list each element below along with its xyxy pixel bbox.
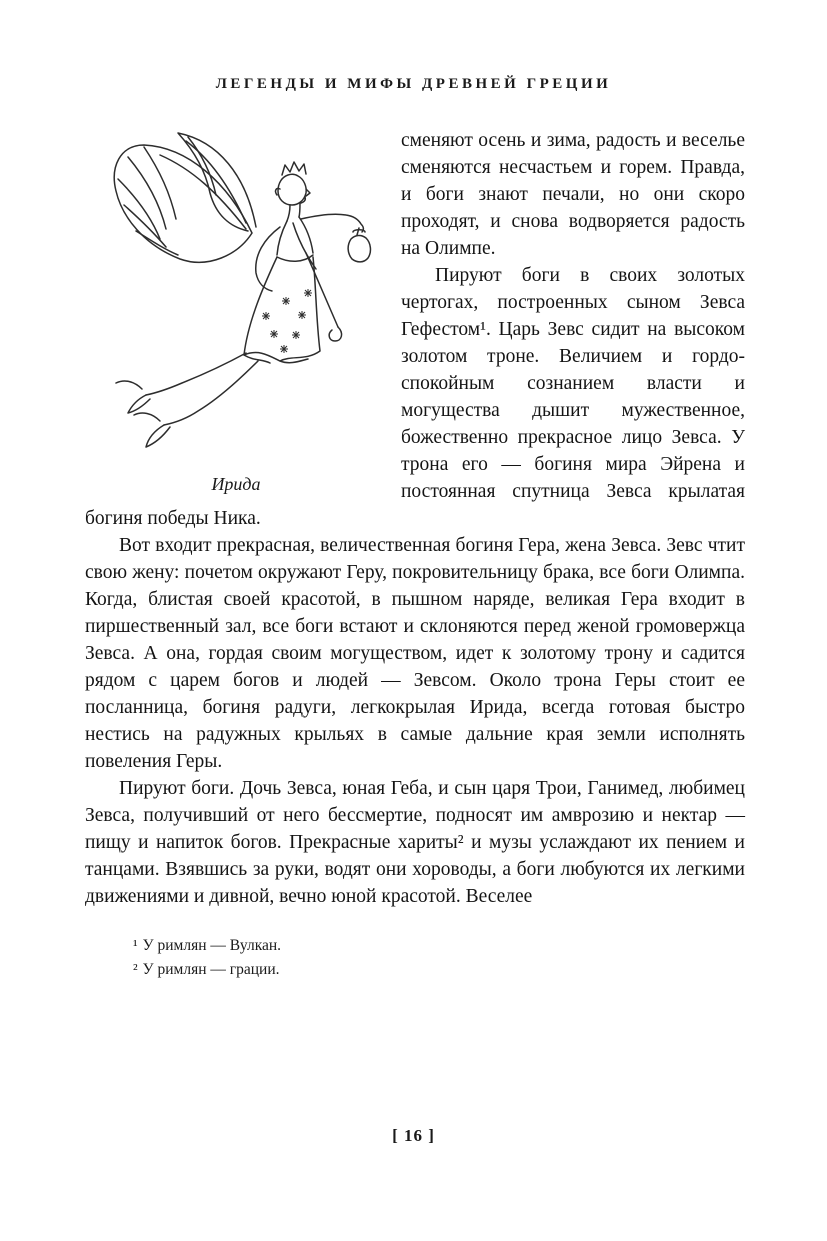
footnote-marker: ¹ — [133, 937, 138, 954]
footnote-1 — [85, 934, 745, 958]
page-number: [ 16 ] — [392, 1126, 435, 1145]
paragraph-3: Вот входит прекрасная, величественная богиня Гера, жена Зевса. Зевс чтит свою жену: почетом окружают Геру, покровительницу брака, все боги Олимпа. Когда, блистая своей красотой, в пышном наряде, великая Гера входит в пиршественный зал, все боги встают и склоняются перед женой громовержца Зевса. А она, гордая своим могуществом, идет к золотому трону и садится рядом с царем богов и людей — Зевсом. Около трона Геры стоит ее посланница, богиня радуги, легкокрылая Ирида, всегда готовая быстро нестись на радужных крыльях в самые дальние края земли исполнять повеления Геры. — [85, 535, 745, 772]
text-block — [85, 127, 745, 910]
footnote-marker: ² — [133, 961, 138, 978]
footnote-text: У римлян — грации. — [142, 961, 280, 978]
figure-caption: Ирида — [211, 474, 261, 494]
running-header: ЛЕГЕНДЫ И МИФЫ ДРЕВНЕЙ ГРЕЦИИ — [215, 76, 612, 92]
paragraph-2: Пируют боги в своих золотых чертогах, построенных сыном Зевса Гефестом¹. Царь Зевс сидит на высоком золотом троне. Величием и гордо-спокойным сознанием власти и могущества дышит мужественное, божественно прекрасное лицо Зевса. У трона его — богиня мира Эйрена и постоянная спутница Зевса крылатая богиня победы Ника. — [85, 265, 745, 529]
footnote-2 — [85, 958, 745, 982]
paragraph-4: Пируют боги. Дочь Зевса, юная Геба, и сын царя Трои, Ганимед, любимец Зевса, получивший от него бессмертие, подносят им амврозию и нектар — пищу и напиток богов. Прекрасные хариты² и музы услаждают их пением и танцами. Взявшись за руки, водят они хороводы, а боги любуются их легкими движениями и дивной, вечно юной красотой. Веселее — [85, 778, 745, 907]
paragraph-1: сменяют осень и зима, радость и веселье сменяются несчастьем и горем. Правда, и боги знают печали, но они скоро проходят, и снова водворяется радость на Олимпе. — [401, 130, 745, 259]
footnote-text: У римлян — Вулкан. — [142, 937, 282, 954]
iris-illustration — [85, 131, 387, 463]
footnotes — [85, 934, 745, 982]
figure-iris — [85, 131, 387, 498]
